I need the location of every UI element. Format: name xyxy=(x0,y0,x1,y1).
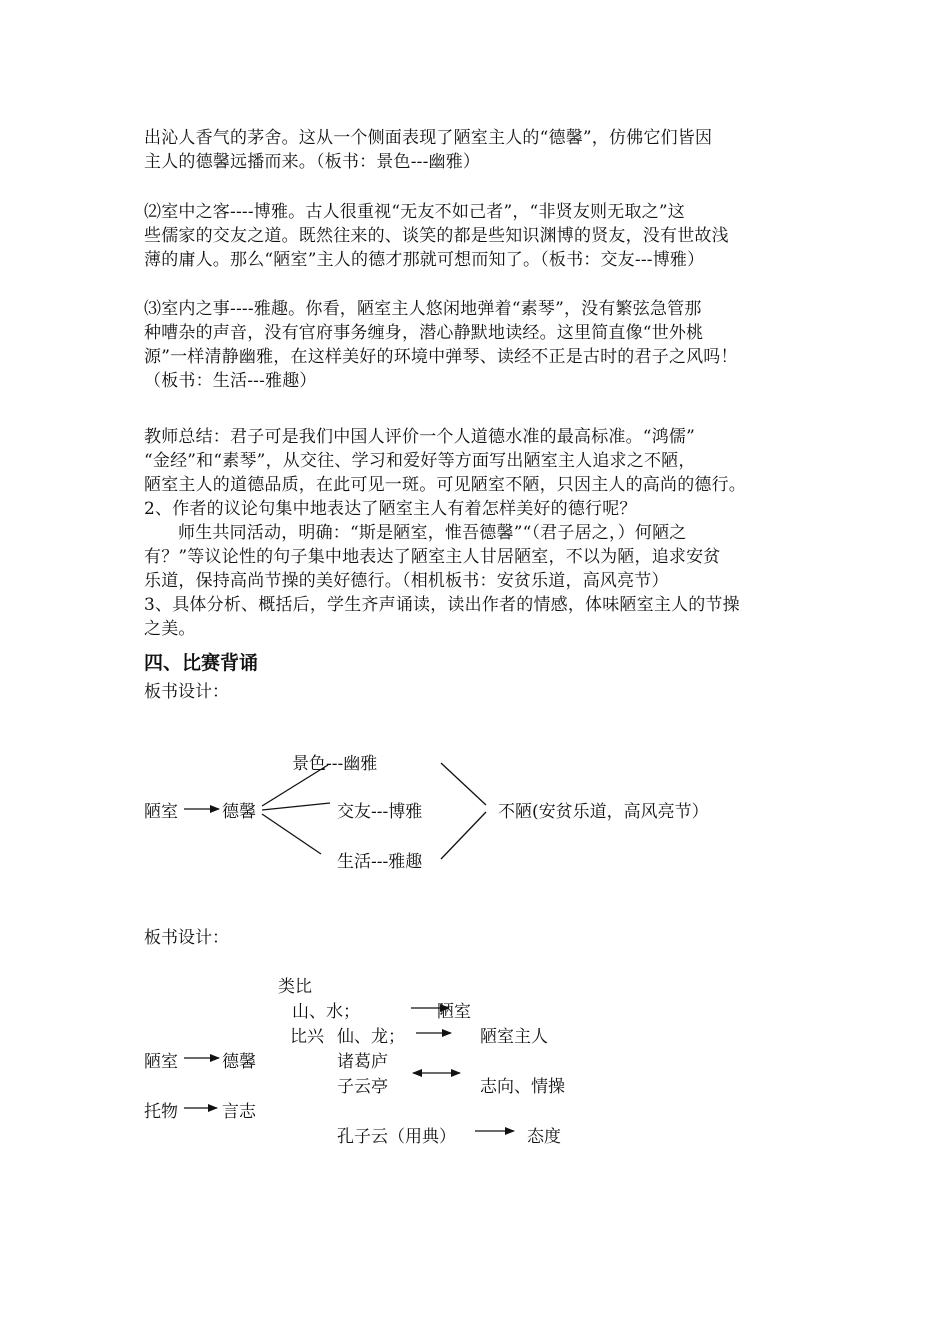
board2-mid-1: 德馨 xyxy=(222,1052,256,1072)
text-line: 师生共同活动，明确：“斯是陋室，惟吾德馨”“（君子居之，）何陋之 xyxy=(178,523,687,543)
text-line: ⑵室中之客----博雅。古人很重视“无友不如己者”，“非贤友则无取之”这 xyxy=(144,202,685,222)
text-line: 源”一样清静幽雅，在这样美好的环境中弹琴、读经不正是古时的君子之风吗！ xyxy=(144,347,738,367)
text-line: （板书：生活---雅趣） xyxy=(144,371,317,391)
text-line: 2、作者的议论句集中地表达了陋室主人有着怎样美好的德行呢？ xyxy=(144,499,637,519)
board-design-title-1: 板书设计： xyxy=(144,682,229,702)
text-line: 些儒家的交友之道。既然往来的、谈笑的都是些知识渊博的贤友，没有世故浅 xyxy=(144,226,729,246)
text-line: 种嘈杂的声音，没有官府事务缠身，潜心静默地读经。这里简直像“世外桃 xyxy=(144,323,704,343)
board2-analogy: 类比 xyxy=(278,977,312,997)
text-line: 薄的庸人。那么“陋室”主人的德才那就可想而知了。（板书：交友---博雅） xyxy=(144,250,705,270)
board1-line-upper xyxy=(262,765,328,806)
board1-branch-life: 生活---雅趣 xyxy=(337,852,423,872)
board2-left-2: 托物 xyxy=(144,1102,178,1122)
board1-converge-lower xyxy=(441,812,486,859)
board2-zhuge-hut: 诸葛庐 xyxy=(337,1052,388,1072)
board2-aspiration: 志向、情操 xyxy=(480,1077,565,1097)
board2-immortal-dragon: 仙、龙； xyxy=(337,1027,405,1047)
board2-mountain-water: 山、水； xyxy=(292,1002,360,1022)
text-line: “金经”和“素琴”，从交往、学习和爱好等方面写出陋室主人追求之不陋， xyxy=(144,451,696,471)
board1-mid: 德馨 xyxy=(222,802,256,822)
text-line: 教师总结：君子可是我们中国人评价一个人道德水准的最高标准。“鸿儒” xyxy=(144,427,695,447)
board1-result: 不陋(安贫乐道，高风亮节） xyxy=(498,802,709,822)
text-line: 陋室主人的道德品质，在此可见一斑。可见陋室不陋，只因主人的高尚的德行。 xyxy=(144,475,746,495)
board1-left: 陋室 xyxy=(144,802,178,822)
board2-room-owner: 陋室主人 xyxy=(480,1027,548,1047)
board-design-title-2: 板书设计： xyxy=(144,928,229,948)
board2-attitude: 态度 xyxy=(527,1127,561,1147)
text-line: 3、具体分析、概括后，学生齐声诵读，读出作者的情感，体味陋室主人的节操 xyxy=(144,595,740,615)
section-heading: 四、比赛背诵 xyxy=(144,652,259,674)
text-line: 有？”等议论性的句子集中地表达了陋室主人甘居陋室，不以为陋，追求安贫 xyxy=(144,547,721,567)
board1-branch-scenery: 景色---幽雅 xyxy=(292,754,378,774)
text-line: 主人的德馨远播而来。（板书：景色---幽雅） xyxy=(144,152,481,172)
board2-humble-room: 陋室 xyxy=(437,1002,471,1022)
board1-converge-upper xyxy=(441,763,486,805)
text-line: 乐道，保持高尚节操的美好德行。（相机板书：安贫乐道，高风亮节） xyxy=(144,571,669,591)
board1-line-lower xyxy=(262,814,321,854)
text-line: ⑶室内之事----雅趣。你看，陋室主人悠闲地弹着“素琴”，没有繁弦急管那 xyxy=(144,299,702,319)
board2-ziyun-pavilion: 子云亭 xyxy=(337,1077,388,1097)
board2-confucius: 孔子云（用典） xyxy=(337,1127,456,1147)
board2-left-1: 陋室 xyxy=(144,1052,178,1072)
board2-mid-2: 言志 xyxy=(222,1102,256,1122)
board2-metaphor: 比兴 xyxy=(290,1027,324,1047)
board1-line-middle xyxy=(262,803,330,810)
text-line: 之美。 xyxy=(144,619,196,639)
text-line: 出沁人香气的茅舍。这从一个侧面表现了陋室主人的“德馨”，仿佛它们皆因 xyxy=(144,128,713,148)
board1-branch-friends: 交友---博雅 xyxy=(337,802,423,822)
